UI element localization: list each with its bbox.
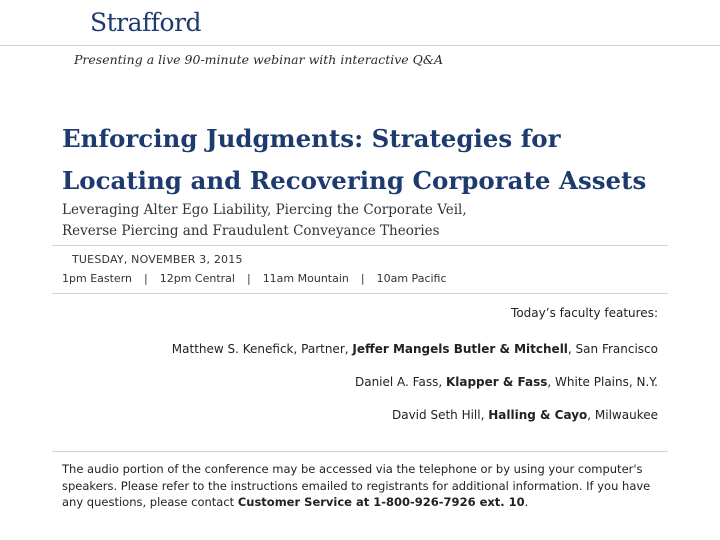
time-separator: | [246,272,251,285]
subtitle-line-2: Reverse Piercing and Fraudulent Conveyance Theories [62,223,440,239]
footer-divider [52,451,668,452]
webinar-times [62,272,447,285]
webinar-title [62,118,702,202]
time-pacific: 10am Pacific [376,272,447,285]
strafford-logo: Strafford [90,8,202,37]
tagline: Presenting a live 90-minute webinar with interactive Q&A [74,52,444,67]
faculty-heading: Today’s faculty features: [511,306,658,320]
footer-notice [62,461,662,511]
faculty-name: Matthew S. Kenefick, Partner, [171,342,353,356]
header-divider [0,45,720,46]
time-separator: | [144,272,148,285]
subtitle-line-1: Leveraging Alter Ego Liability, Piercing the Corporate Veil, [62,202,467,218]
faculty-row [355,375,658,389]
faculty-name: David Seth Hill, [391,408,489,422]
faculty-location: , White Plains, N.Y. [547,375,658,389]
webinar-date: TUESDAY, NOVEMBER 3, 2015 [72,253,243,266]
faculty-firm: Halling & Cayo [488,408,588,422]
webinar-subtitle [62,200,467,242]
subtitle-divider [52,245,668,246]
title-line-1: Enforcing Judgments: Strategies for [62,124,561,153]
faculty-row [172,342,658,356]
times-divider [52,293,668,294]
title-line-2: Locating and Recovering Corporate Assets [62,166,647,195]
time-eastern: 1pm Eastern [62,272,132,285]
faculty-firm: Jeffer Mangels Butler & Mitchell [352,342,568,356]
time-mountain: 11am Mountain [262,272,349,285]
time-central: 12pm Central [159,272,235,285]
customer-service-contact: Customer Service at 1-800-926-7926 ext. 10 [237,495,525,509]
faculty-row [392,408,658,422]
faculty-name: Daniel A. Fass, [354,375,446,389]
faculty-location: , Milwaukee [587,408,658,422]
footer-text: The audio portion of the conference may be accessed via the telephone or by using your computer's speakers. Please refer to the instructions emailed to registrants for additional information. If you have any questions, please contact [62,462,651,509]
faculty-location: , San Francisco [567,342,658,356]
time-separator: | [360,272,365,285]
faculty-firm: Klapper & Fass [445,375,548,389]
footer-end: . [524,495,529,509]
